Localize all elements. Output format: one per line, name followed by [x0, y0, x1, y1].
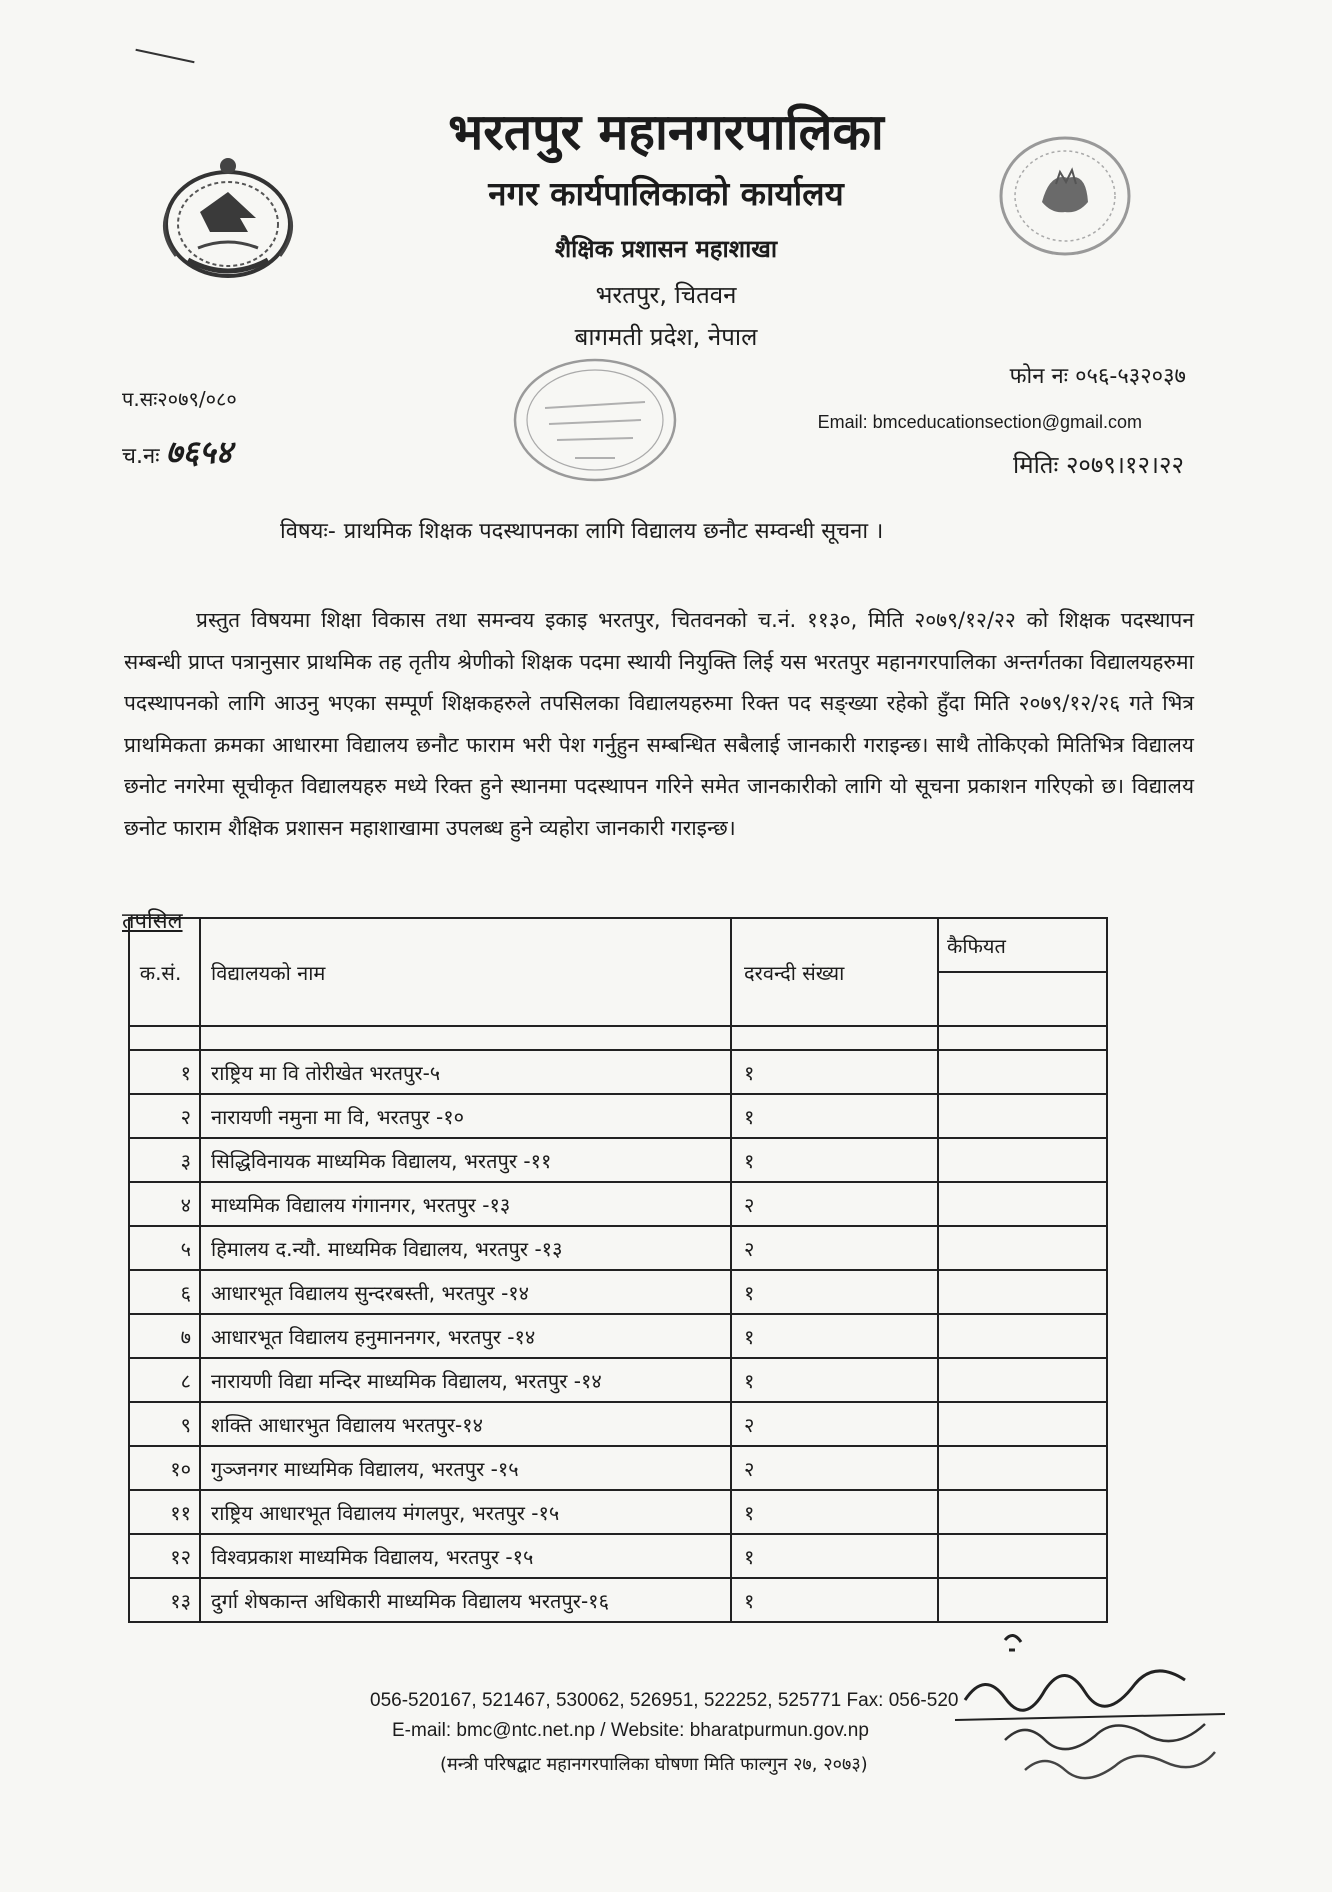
table-body — [129, 1050, 1107, 1622]
table-row — [129, 1534, 1107, 1578]
table-row — [129, 1182, 1107, 1226]
row-sn: ६ — [129, 1270, 200, 1314]
row-school-name: आधारभूत विद्यालय सुन्दरबस्ती, भरतपुर -१४ — [200, 1270, 731, 1314]
header-quota: दरवन्दी संख्या — [731, 918, 938, 1026]
row-sn: ९ — [129, 1402, 200, 1446]
table-spacer-row — [129, 1026, 1107, 1050]
table-header-row — [129, 918, 1107, 972]
phone-number: फोन नः ०५६-५३२०३७ — [1009, 364, 1186, 389]
row-quota: १ — [731, 1314, 938, 1358]
row-remarks — [938, 1534, 1107, 1578]
row-remarks — [938, 1314, 1107, 1358]
row-remarks — [938, 1578, 1107, 1622]
table-row — [129, 1050, 1107, 1094]
row-school-name: नारायणी विद्या मन्दिर माध्यमिक विद्यालय, भरतपुर -१४ — [200, 1358, 731, 1402]
table-row — [129, 1490, 1107, 1534]
row-quota: २ — [731, 1402, 938, 1446]
notice-body: प्रस्तुत विषयमा शिक्षा विकास तथा समन्वय इकाइ भरतपुर, चितवनको च.नं. ११३०, मिति २०७९/१२/२२ को शिक्षक पदस्थापन सम्बन्धी प्राप्त पत्रानुसार प्राथमिक तह तृतीय श्रेणीको शिक्षक पदमा स्थायी नियुक्ति लिई यस भरतपुर महानगरपालिका अन्तर्गतका विद्यालयहरुमा पदस्थापनको लागि आउनु भएका सम्पूर्ण शिक्षकहरुले तपसिलका विद्यालयहरुमा रिक्त पद सङ्ख्या रहेको हुँदा मिति २०७९/१२/२६ गते भित्र प्राथमिकता क्रमका आधारमा विद्यालय छनौट फाराम भरी पेश गर्नुहुन सम्बन्धित सबैलाई जानकारी गराइन्छ। साथै तोकिएको मितिभित्र विद्यालय छनोट नगरेमा सूचीकृत विद्यालयहरु मध्ये रिक्त हुने स्थानमा पदस्थापन गरिने समेत जानकारीको लागि यो सूचना प्रकाशन गरिएको छ। विद्यालय छनोट फाराम शैक्षिक प्रशासन महाशाखामा उपलब्ध हुने व्यहोरा जानकारी गराइन्छ। — [124, 608, 1194, 840]
row-sn: ४ — [129, 1182, 200, 1226]
row-quota: १ — [731, 1578, 938, 1622]
row-remarks — [938, 1182, 1107, 1226]
row-remarks — [938, 1490, 1107, 1534]
row-sn: १३ — [129, 1578, 200, 1622]
header-remarks-blank — [938, 972, 1107, 1026]
branch-name: शैक्षिक प्रशासन महाशाखा — [554, 235, 778, 263]
header-school-name: विद्यालयको नाम — [200, 918, 731, 1026]
row-quota: २ — [731, 1446, 938, 1490]
row-sn: ८ — [129, 1358, 200, 1402]
row-sn: १२ — [129, 1534, 200, 1578]
table-row — [129, 1270, 1107, 1314]
row-school-name: माध्यमिक विद्यालय गंगानगर, भरतपुर -१३ — [200, 1182, 731, 1226]
row-sn: ७ — [129, 1314, 200, 1358]
table-row — [129, 1226, 1107, 1270]
row-school-name: सिद्धिविनायक माध्यमिक विद्यालय, भरतपुर -११ — [200, 1138, 731, 1182]
row-school-name: दुर्गा शेषकान्त अधिकारी माध्यमिक विद्यालय भरतपुर-१६ — [200, 1578, 731, 1622]
row-remarks — [938, 1138, 1107, 1182]
row-quota: १ — [731, 1490, 938, 1534]
row-remarks — [938, 1358, 1107, 1402]
table-row — [129, 1314, 1107, 1358]
pen-mark — [135, 49, 194, 63]
row-sn: १० — [129, 1446, 200, 1490]
dispatch-label: च.नः — [122, 444, 160, 469]
page-title: भरतपुर महानगरपालिका — [448, 102, 884, 161]
footer-note: (मन्त्री परिषद्बाट महानगरपालिका घोषणा मिति फाल्गुन २७, २०७३) — [440, 1754, 868, 1775]
row-sn: ३ — [129, 1138, 200, 1182]
row-school-name: गुञ्जनगर माध्यमिक विद्यालय, भरतपुर -१५ — [200, 1446, 731, 1490]
office-name: नगर कार्यपालिकाको कार्यालय — [488, 174, 844, 213]
row-quota: १ — [731, 1270, 938, 1314]
subject-label: विषयः- — [280, 519, 336, 544]
table-row — [129, 1578, 1107, 1622]
row-school-name: राष्ट्रिय मा वि तोरीखेत भरतपुर-५ — [200, 1050, 731, 1094]
school-table — [128, 917, 1108, 1623]
row-school-name: आधारभूत विद्यालय हनुमाननगर, भरतपुर -१४ — [200, 1314, 731, 1358]
nepal-emblem-icon — [148, 152, 308, 292]
table-row — [129, 1094, 1107, 1138]
address-line-1: भरतपुर, चितवन — [595, 281, 737, 309]
row-school-name: नारायणी नमुना मा वि, भरतपुर -१० — [200, 1094, 731, 1138]
row-quota: १ — [731, 1094, 938, 1138]
table-row — [129, 1358, 1107, 1402]
row-remarks — [938, 1446, 1107, 1490]
row-quota: १ — [731, 1138, 938, 1182]
subject-text: प्राथमिक शिक्षक पदस्थापनका लागि विद्यालय छनौट सम्वन्धी सूचना । — [343, 519, 884, 544]
office-stamp-icon — [505, 350, 685, 490]
row-sn: ११ — [129, 1490, 200, 1534]
email-address: Email: bmceducationsection@gmail.com — [817, 412, 1142, 432]
row-school-name: विश्वप्रकाश माध्यमिक विद्यालय, भरतपुर -१५ — [200, 1534, 731, 1578]
row-sn: ५ — [129, 1226, 200, 1270]
row-quota: २ — [731, 1182, 938, 1226]
letter-ps-number: प.सः२०७९/०८० — [122, 387, 237, 411]
letter-date: मितिः २०७९।१२।२२ — [1013, 451, 1184, 479]
row-remarks — [938, 1226, 1107, 1270]
table-row — [129, 1446, 1107, 1490]
table-row — [129, 1138, 1107, 1182]
dispatch-value: ७६५४ — [165, 433, 233, 471]
row-quota: १ — [731, 1534, 938, 1578]
footer-phones: 056-520167, 521467, 530062, 526951, 522252, 525771 Fax: 056-520 — [370, 1690, 959, 1711]
row-school-name: हिमालय द.न्यौ. माध्यमिक विद्यालय, भरतपुर -१३ — [200, 1226, 731, 1270]
row-remarks — [938, 1050, 1107, 1094]
row-quota: १ — [731, 1050, 938, 1094]
row-school-name: शक्ति आधारभुत विद्यालय भरतपुर-१४ — [200, 1402, 731, 1446]
row-sn: २ — [129, 1094, 200, 1138]
municipality-seal-icon — [990, 132, 1140, 260]
subject-line — [280, 515, 883, 545]
table-caption: तपसिल — [122, 909, 183, 934]
table-row — [129, 1402, 1107, 1446]
header-sn: क.सं. — [129, 918, 200, 1026]
address-line-2: बागमती प्रदेश, नेपाल — [574, 323, 758, 351]
row-sn: १ — [129, 1050, 200, 1094]
header-remarks: कैफियत — [938, 918, 1107, 972]
dispatch-number — [122, 430, 232, 473]
row-remarks — [938, 1270, 1107, 1314]
footer-web: E-mail: bmc@ntc.net.np / Website: bharatpurmun.gov.np — [392, 1720, 869, 1741]
row-remarks — [938, 1402, 1107, 1446]
row-quota: १ — [731, 1358, 938, 1402]
row-quota: २ — [731, 1226, 938, 1270]
row-school-name: राष्ट्रिय आधारभूत विद्यालय मंगलपुर, भरतपुर -१५ — [200, 1490, 731, 1534]
row-remarks — [938, 1094, 1107, 1138]
handwritten-signature — [945, 1620, 1235, 1790]
